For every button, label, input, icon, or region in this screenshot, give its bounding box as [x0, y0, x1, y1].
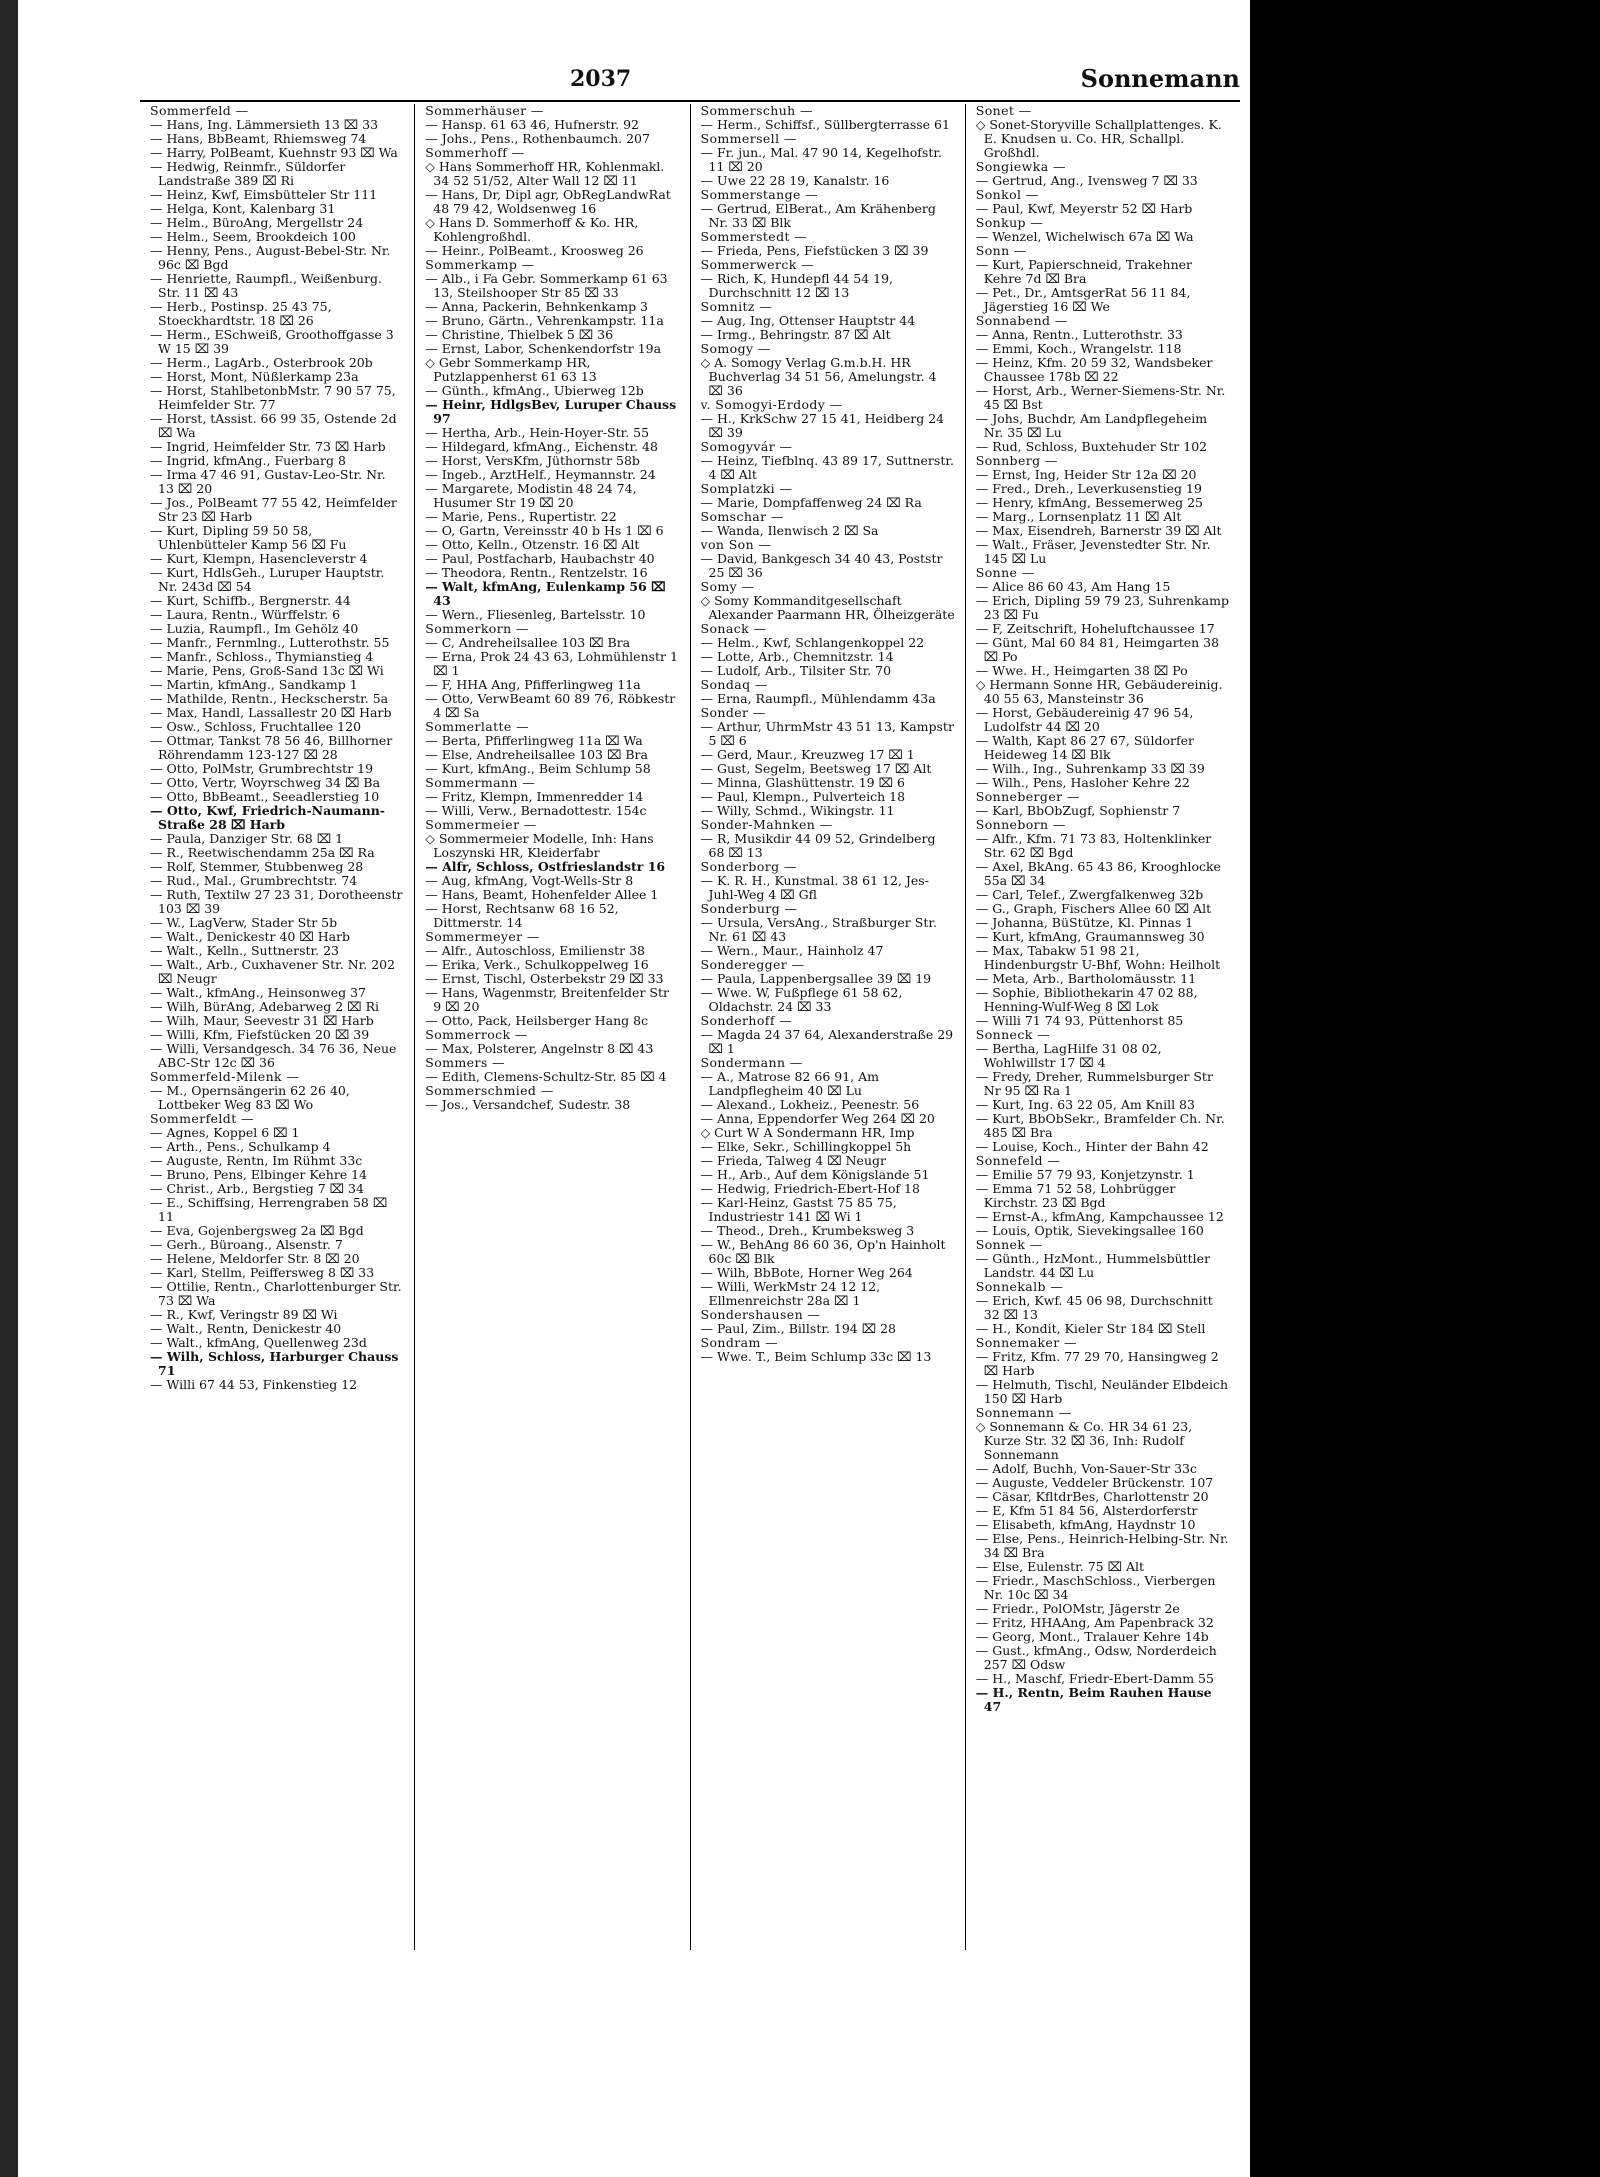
surname-heading: Somschar — — [700, 510, 784, 524]
directory-entry: — O, Gartn, Vereinsstr 40 b Hs 1 ⌧ 6 — [425, 524, 664, 538]
surname-heading: Sonnemaker — — [975, 1336, 1077, 1350]
directory-entry: — Hans, Dr, Dipl agr, ObRegLandwRat 48 79 42, Woldsenweg 16 — [425, 188, 671, 216]
directory-entry: — Karl-Heinz, Gastst 75 85 75, Industriestr 141 ⌧ Wi 1 — [700, 1196, 897, 1224]
directory-entry: — Cäsar, KfltdrBes, Charlottenstr 20 — [975, 1490, 1209, 1504]
directory-entry: — Fritz, Kfm. 77 29 70, Hansingweg 2 ⌧ Harb — [975, 1350, 1219, 1378]
directory-entry: — Gertrud, ElBerat., Am Krähenberg Nr. 33 ⌧ Blk — [700, 202, 936, 230]
directory-entry: — Walt., kfmAng, Quellenweg 23d — [150, 1336, 367, 1350]
directory-entry: — Sophie, Bibliothekarin 47 02 88, Henning-Wulf-Weg 8 ⌧ Lok — [975, 986, 1198, 1014]
directory-entry: — Christ., Arb., Bergstieg 7 ⌧ 34 — [150, 1182, 364, 1196]
directory-entry: — Edith, Clemens-Schultz-Str. 85 ⌧ 4 — [425, 1070, 667, 1084]
directory-entry: — Fr. jun., Mal. 47 90 14, Kegelhofstr. 11 ⌧ 20 — [700, 146, 942, 174]
surname-heading: Sonnberg — — [975, 454, 1058, 468]
directory-entry: — E., Schiffsing, Herrengraben 58 ⌧ 11 — [150, 1196, 388, 1224]
surname-heading: Sommerstedt — — [700, 230, 808, 244]
surname-heading: Sommerhoff — — [425, 146, 525, 160]
surname-heading: Sommerstange — — [700, 188, 819, 202]
directory-entry: — Max, Handl, Lassallestr 20 ⌧ Harb — [150, 706, 392, 720]
directory-entry: — Helene, Meldorfer Str. 8 ⌧ 20 — [150, 1252, 360, 1266]
right-shadow — [1250, 0, 1600, 2177]
directory-entry: ◇ Gebr Sommerkamp HR, Putzlappenherst 61 63 13 — [425, 356, 597, 384]
directory-entry: — Christine, Thielbek 5 ⌧ 36 — [425, 328, 614, 342]
directory-entry: — Willi 67 44 53, Finkenstieg 12 — [150, 1378, 358, 1392]
directory-entry: — Else, Eulenstr. 75 ⌧ Alt — [975, 1560, 1145, 1574]
surname-heading: Sommerkamp — — [425, 258, 535, 272]
directory-entry: — Willi, Verw., Bernadottestr. 154c — [425, 804, 647, 818]
directory-entry: — Willy, Schmd., Wikingstr. 11 — [700, 804, 895, 818]
directory-entry: — Gertrud, Ang., Ivensweg 7 ⌧ 33 — [975, 174, 1198, 188]
column-4 — [965, 104, 1240, 1950]
directory-entry: — Aug, kfmAng, Vogt-Wells-Str 8 — [425, 874, 634, 888]
directory-entry: — Anna, Rentn., Lutterothstr. 33 — [975, 328, 1183, 342]
surname-heading: Sommerfeld-Milenk — — [150, 1070, 300, 1084]
directory-entry: — Lotte, Arb., Chemnitzstr. 14 — [700, 650, 894, 664]
directory-entry: — Jos., Versandchef, Sudestr. 38 — [425, 1098, 631, 1112]
directory-entry: — H., Arb., Auf dem Königslande 51 — [700, 1168, 930, 1182]
directory-entry: — Herb., Postinsp. 25 43 75, Stoeckhardtstr. 18 ⌧ 26 — [150, 300, 332, 328]
directory-entry: — Wilh, BürAng, Adebarweg 2 ⌧ Ri — [150, 1000, 379, 1014]
surname-heading: Somy — — [700, 580, 755, 594]
directory-entry: — Wern., Maur., Hainholz 47 — [700, 944, 884, 958]
surname-heading: Sommerfeld — — [150, 104, 249, 118]
directory-entry: — Irma 47 46 91, Gustav-Leo-Str. Nr. 13 ⌧ 20 — [150, 468, 386, 496]
directory-entry: — Ludolf, Arb., Tilsiter Str. 70 — [700, 664, 892, 678]
directory-entry: — Eva, Gojenbergsweg 2a ⌧ Bgd — [150, 1224, 364, 1238]
directory-entry: — Karl, BbObZugf, Sophienstr 7 — [975, 804, 1181, 818]
directory-entry: — Hedwig, Reinmfr., Süldorfer Landstraße 389 ⌧ Ri — [150, 160, 346, 188]
directory-entry: — Herm., ESchweiß, Groothoffgasse 3 W 15 ⌧ 39 — [150, 328, 394, 356]
directory-entry: — Rich, K, Hundepfl 44 54 19, Durchschnitt 12 ⌧ 13 — [700, 272, 894, 300]
directory-entry: — Hans, Wagenmstr, Breitenfelder Str 9 ⌧ 20 — [425, 986, 669, 1014]
directory-entry: — Horst, Arb., Werner-Siemens-Str. Nr. 45 ⌧ Bst — [975, 384, 1226, 412]
surname-heading: v. Somogyi-Erdody — — [700, 398, 843, 412]
directory-entry: — Karl, Stellm, Peiffersweg 8 ⌧ 33 — [150, 1266, 375, 1280]
directory-entry: — Marie, Pens., Rupertistr. 22 — [425, 510, 617, 524]
surname-heading: Sonder — — [700, 706, 766, 720]
directory-entry: — Gust., kfmAng., Odsw, Norderdeich 257 ⌧ Odsw — [975, 1644, 1217, 1672]
directory-entry: — Theodora, Rentn., Rentzelstr. 16 — [425, 566, 648, 580]
surname-heading: Sommerwerck — — [700, 258, 814, 272]
directory-entry: — Helm., Kwf, Schlangenkoppel 22 — [700, 636, 925, 650]
column-2 — [414, 104, 689, 1950]
directory-entry: — M., Opernsängerin 62 26 40, Lottbeker Weg 83 ⌧ Wo — [150, 1084, 350, 1112]
surname-heading: Sondershausen — — [700, 1308, 821, 1322]
surname-heading: Somogyvár — — [700, 440, 793, 454]
directory-entry: — Willi, Kfm, Fiefstücken 20 ⌧ 39 — [150, 1028, 370, 1042]
directory-entry: — Heinz, Tiefblnq. 43 89 17, Suttnerstr. 4 ⌧ Alt — [700, 454, 954, 482]
directory-entry: — Rud., Mal., Grumbrechtstr. 74 — [150, 874, 358, 888]
directory-entry: — Hans, BbBeamt, Rhiemsweg 74 — [150, 132, 367, 146]
directory-entry: — Uwe 22 28 19, Kanalstr. 16 — [700, 174, 890, 188]
directory-entry: — Johs., Pens., Rothenbaumch. 207 — [425, 132, 650, 146]
surname-heading: Sonnefeld — — [975, 1154, 1061, 1168]
surname-heading: Sonderhoff — — [700, 1014, 793, 1028]
directory-entry: — W., BehAng 86 60 36, Op'n Hainholt 60c ⌧ Blk — [700, 1238, 946, 1266]
directory-entry: — Ottmar, Tankst 78 56 46, Billhorner Röhrendamm 123-127 ⌧ 28 — [150, 734, 393, 762]
surname-heading: Sonneck — — [975, 1028, 1050, 1042]
directory-entry: — Willi 71 74 93, Püttenhorst 85 — [975, 1014, 1184, 1028]
directory-entry: — Martin, kfmAng., Sandkamp 1 — [150, 678, 358, 692]
directory-entry: — Hans, Beamt, Hohenfelder Allee 1 — [425, 888, 659, 902]
surname-heading: Sommermeier — — [425, 818, 537, 832]
surname-heading: Sonder-Mahnken — — [700, 818, 833, 832]
directory-entry: — Heinz, Kwf, Eimsbütteler Str 111 — [150, 188, 378, 202]
directory-entry: — Paul, Zim., Billstr. 194 ⌧ 28 — [700, 1322, 897, 1336]
directory-entry: ◇ Sommermeier Modelle, Inh: Hans Loszynski HR, Kleiderfabr — [425, 832, 654, 860]
directory-entry: — Elisabeth, kfmAng, Haydnstr 10 — [975, 1518, 1196, 1532]
directory-entry: — Gerh., Büroang., Alsenstr. 7 — [150, 1238, 343, 1252]
directory-entry: — Paul, Klempn., Pulverteich 18 — [700, 790, 906, 804]
directory-entry: ◇ Hans Sommerhoff HR, Kohlenmakl. 34 52 51/52, Alter Wall 12 ⌧ 11 — [425, 160, 665, 188]
directory-entry: — Erich, Dipling 59 79 23, Suhrenkamp 23 ⌧ Fu — [975, 594, 1229, 622]
directory-entry: — Margarete, Modistin 48 24 74, Husumer Str 19 ⌧ 20 — [425, 482, 637, 510]
directory-entry: — Frieda, Talweg 4 ⌧ Neugr — [700, 1154, 886, 1168]
directory-entry: — Kurt, kfmAng., Beim Schlump 58 — [425, 762, 651, 776]
directory-entry: — R., Kwf, Veringstr 89 ⌧ Wi — [150, 1308, 338, 1322]
directory-entry: — Anna, Packerin, Behnkenkamp 3 — [425, 300, 649, 314]
directory-entry: — Wilh., Ing., Suhrenkamp 33 ⌧ 39 — [975, 762, 1205, 776]
directory-entry: — David, Bankgesch 34 40 43, Poststr 25 ⌧ 36 — [700, 552, 943, 580]
surname-heading: Sonack — — [700, 622, 767, 636]
directory-entry: — Wilh, Maur, Seevestr 31 ⌧ Harb — [150, 1014, 374, 1028]
directory-entry: — Elke, Sekr., Schillingkoppel 5h — [700, 1140, 912, 1154]
directory-entry: — Günt, Mal 60 84 81, Heimgarten 38 ⌧ Po — [975, 636, 1220, 664]
directory-entry: — Walt., Rentn, Denickestr 40 — [150, 1322, 342, 1336]
directory-entry: — Jos., PolBeamt 77 55 42, Heimfelder Str 23 ⌧ Harb — [150, 496, 397, 524]
directory-entry: — Walt., kfmAng., Heinsonweg 37 — [150, 986, 366, 1000]
directory-entry: — Osw., Schloss, Fruchtallee 120 — [150, 720, 362, 734]
surname-heading: Sonkol — — [975, 188, 1039, 202]
directory-entry: — Axel, BkAng. 65 43 86, Krooghlocke 55a ⌧ 34 — [975, 860, 1221, 888]
directory-entry: — Wwe. T., Beim Schlump 33c ⌧ 13 — [700, 1350, 932, 1364]
directory-entry: ◇ A. Somogy Verlag G.m.b.H. HR Buchverlag 34 51 56, Amelungstr. 4 ⌧ 36 — [700, 356, 937, 398]
directory-entry: — Bertha, LagHilfe 31 08 02, Wohlwillstr 17 ⌧ 4 — [975, 1042, 1162, 1070]
directory-entry: — Wilh, BbBote, Horner Weg 264 — [700, 1266, 913, 1280]
directory-entry: — Arth., Pens., Schulkamp 4 — [150, 1140, 331, 1154]
surname-heading: von Son — — [700, 538, 772, 552]
directory-entry: — Ingrid, kfmAng., Fuerbarg 8 — [150, 454, 346, 468]
directory-entry: — Rud, Schloss, Buxtehuder Str 102 — [975, 440, 1208, 454]
directory-entry: — Manfr., Fernmlng., Lutterothstr. 55 — [150, 636, 390, 650]
surname-heading: Sonnemann — — [975, 1406, 1072, 1420]
directory-entry: — Frieda, Pens, Fiefstücken 3 ⌧ 39 — [700, 244, 929, 258]
surname-heading: Somplatzki — — [700, 482, 793, 496]
surname-heading: Sondram — — [700, 1336, 778, 1350]
directory-entry: — Wwe. H., Heimgarten 38 ⌧ Po — [975, 664, 1188, 678]
directory-entry: — Erika, Verk., Schulkoppelweg 16 — [425, 958, 649, 972]
directory-entry: — Fritz, Klempn, Immenredder 14 — [425, 790, 644, 804]
directory-entry: — Willi, Versandgesch. 34 76 36, Neue ABC-Str 12c ⌧ 36 — [150, 1042, 397, 1070]
directory-entry: — Emmi, Koch., Wrangelstr. 118 — [975, 342, 1182, 356]
surname-heading: Somnitz — — [700, 300, 773, 314]
directory-entry: — K. R. H., Kunstmal. 38 61 12, Jes-Juhl-Weg 4 ⌧ Gfl — [700, 874, 929, 902]
directory-entry: — Herm., LagArb., Osterbrook 20b — [150, 356, 373, 370]
directory-entry: — Max, Eisendreh, Barnerstr 39 ⌧ Alt — [975, 524, 1222, 538]
directory-entry: — Bruno, Gärtn., Vehrenkampstr. 11a — [425, 314, 664, 328]
directory-entry: — H., Rentn, Beim Rauhen Hause 47 — [975, 1686, 1212, 1714]
directory-entry: — Kurt, Klempn, Hasencleverstr 4 — [150, 552, 368, 566]
directory-entry: — Else, Andreheilsallee 103 ⌧ Bra — [425, 748, 648, 762]
directory-entry: — Gust, Segelm, Beetsweg 17 ⌧ Alt — [700, 762, 932, 776]
directory-entry: — Walt., Denickestr 40 ⌧ Harb — [150, 930, 351, 944]
directory-entry: — Otto, VerwBeamt 60 89 76, Röbkestr 4 ⌧ Sa — [425, 692, 676, 720]
directory-entry: — C, Andreheilsallee 103 ⌧ Bra — [425, 636, 631, 650]
directory-entry: — Heinr., PolBeamt., Kroosweg 26 — [425, 244, 644, 258]
directory-entry: — Walt., Fräser, Jevenstedter Str. Nr. 145 ⌧ Lu — [975, 538, 1211, 566]
directory-entry: — Arthur, UhrmMstr 43 51 13, Kampstr 5 ⌧ 6 — [700, 720, 954, 748]
directory-entry: — Paula, Danziger Str. 68 ⌧ 1 — [150, 832, 344, 846]
directory-entry: ◇ Curt W A Sondermann HR, Imp — [700, 1126, 915, 1140]
directory-entry: — Wwe. W, Fußpflege 61 58 62, Oldachstr. 24 ⌧ 33 — [700, 986, 903, 1014]
directory-entry: ◇ Hans D. Sommerhoff & Ko. HR, Kohlengroßhdl. — [425, 216, 639, 244]
directory-entry: — Günth., kfmAng., Ubierweg 12b — [425, 384, 644, 398]
directory-entry: — Kurt, Papierschneid, Trakehner Kehre 7d ⌧ Bra — [975, 258, 1193, 286]
directory-entry: — Alfr., Autoschloss, Emilienstr 38 — [425, 944, 646, 958]
directory-entry: — A., Matrose 82 66 91, Am Landpflegheim 40 ⌧ Lu — [700, 1070, 879, 1098]
directory-entry: — Carl, Telef., Zwergfalkenweg 32b — [975, 888, 1204, 902]
surname-heading: Sommerkorn — — [425, 622, 529, 636]
directory-entry: — Luzia, Raumpfl., Im Gehölz 40 — [150, 622, 359, 636]
columns — [140, 104, 1240, 1950]
directory-entry: — Gerd, Maur., Kreuzweg 17 ⌧ 1 — [700, 748, 915, 762]
surname-heading: Sondaq — — [700, 678, 768, 692]
surname-heading: Sommerschmied — — [425, 1084, 554, 1098]
surname-heading: Sonneberger — — [975, 790, 1080, 804]
directory-entry: — Erich, Kwf. 45 06 98, Durchschnitt 32 ⌧ 13 — [975, 1294, 1213, 1322]
directory-entry: — Marie, Pens, Groß-Sand 13c ⌧ Wi — [150, 664, 384, 678]
directory-entry: — Aug, Ing, Ottenser Hauptstr 44 — [700, 314, 916, 328]
directory-entry: — Fred., Dreh., Leverkusenstieg 19 — [975, 482, 1202, 496]
page-header — [140, 60, 1240, 102]
surname-heading: Sonderegger — — [700, 958, 805, 972]
running-head: Sonnemann — [1080, 64, 1240, 93]
directory-entry: — Magda 24 37 64, Alexanderstraße 29 ⌧ 1 — [700, 1028, 954, 1056]
directory-entry: — H., KrkSchw 27 15 41, Heidberg 24 ⌧ 39 — [700, 412, 945, 440]
surname-heading: Sommermeyer — — [425, 930, 540, 944]
directory-entry: — Irmg., Behringstr. 87 ⌧ Alt — [700, 328, 891, 342]
directory-entry: — Johs, Buchdr, Am Landpflegeheim Nr. 35 ⌧ Lu — [975, 412, 1208, 440]
surname-heading: Sonneborn — — [975, 818, 1066, 832]
directory-entry: — H., Maschf, Friedr-Ebert-Damm 55 — [975, 1672, 1214, 1686]
directory-entry: — Horst, VersKfm, Jüthornstr 58b — [425, 454, 640, 468]
directory-entry: — Hedwig, Friedrich-Ebert-Hof 18 — [700, 1182, 920, 1196]
directory-entry: — Theod., Dreh., Krumbeksweg 3 — [700, 1224, 915, 1238]
surname-heading: Somogy — — [700, 342, 771, 356]
directory-entry: — Manfr., Schloss., Thymianstieg 4 — [150, 650, 374, 664]
directory-entry: — Otto, Kwf, Friedrich-Naumann-Straße 28 ⌧ Harb — [150, 804, 385, 832]
directory-entry: — Laura, Rentn., Würffelstr. 6 — [150, 608, 341, 622]
directory-entry: — Paul, Postfacharb, Haubachstr 40 — [425, 552, 655, 566]
directory-entry: — Ottilie, Rentn., Charlottenburger Str. 73 ⌧ Wa — [150, 1280, 402, 1308]
surname-heading: Sonet — — [975, 104, 1032, 118]
directory-entry: — Walth, Kapt 86 27 67, Süldorfer Heideweg 14 ⌧ Blk — [975, 734, 1194, 762]
directory-entry: — Else, Pens., Heinrich-Helbing-Str. Nr. 34 ⌧ Bra — [975, 1532, 1229, 1560]
surname-heading: Sonnekalb — — [975, 1280, 1064, 1294]
directory-entry: — Ruth, Textilw 27 23 31, Dorotheenstr 103 ⌧ 39 — [150, 888, 403, 916]
directory-entry: — Henriette, Raumpfl., Weißenburg. Str. 11 ⌧ 43 — [150, 272, 382, 300]
surname-heading: Sommerrock — — [425, 1028, 528, 1042]
surname-heading: Sonnek — — [975, 1238, 1043, 1252]
directory-entry: ◇ Hermann Sonne HR, Gebäudereinig. 40 55 63, Mansteinstr 36 — [975, 678, 1223, 706]
surname-heading: Sonnabend — — [975, 314, 1068, 328]
directory-entry: — Friedr., MaschSchloss., Vierbergen Nr. 10c ⌧ 34 — [975, 1574, 1216, 1602]
directory-entry: — Alb., i Fa Gebr. Sommerkamp 61 63 13, Steilshooper Str 85 ⌧ 33 — [425, 272, 668, 300]
surname-heading: Sommerhäuser — — [425, 104, 544, 118]
directory-entry: — Helm., BüroAng, Mergellstr 24 — [150, 216, 364, 230]
directory-entry: — Max, Polsterer, Angelnstr 8 ⌧ 43 — [425, 1042, 654, 1056]
directory-entry: — Helmuth, Tischl, Neuländer Elbdeich 150 ⌧ Harb — [975, 1378, 1228, 1406]
directory-entry: — Emma 71 52 58, Lohbrügger Kirchstr. 23 ⌧ Bgd — [975, 1182, 1176, 1210]
directory-entry: — Erna, Prok 24 43 63, Lohmühlenstr 1 ⌧ 1 — [425, 650, 678, 678]
directory-entry: — Kurt, Schiffb., Bergnerstr. 44 — [150, 594, 351, 608]
surname-heading: Sommersell — — [700, 132, 797, 146]
directory-entry: — Ernst, Labor, Schenkendorfstr 19a — [425, 342, 662, 356]
directory-entry: — F, HHA Ang, Pfifferlingweg 11a — [425, 678, 641, 692]
surname-heading: Sonderburg — — [700, 902, 798, 916]
surname-heading: Sonderborg — — [700, 860, 797, 874]
left-page-edge — [0, 0, 18, 2177]
directory-entry: — Walt., Arb., Cuxhavener Str. Nr. 202 ⌧ Neugr — [150, 958, 396, 986]
surname-heading: Sonn — — [975, 244, 1027, 258]
directory-entry: — Ernst, Tischl, Osterbekstr 29 ⌧ 33 — [425, 972, 664, 986]
directory-entry: — Ingeb., ArztHelf., Heymannstr. 24 — [425, 468, 656, 482]
directory-entry: — Emilie 57 79 93, Konjetzynstr. 1 — [975, 1168, 1195, 1182]
directory-page — [140, 60, 1240, 1950]
directory-entry: — Wilh., Pens, Hasloher Kehre 22 — [975, 776, 1190, 790]
surname-heading: Songiewka — — [975, 160, 1066, 174]
directory-entry: — Wanda, Ilenwisch 2 ⌧ Sa — [700, 524, 879, 538]
directory-entry: — Kurt, HdlsGeh., Luruper Hauptstr. Nr. 243d ⌧ 54 — [150, 566, 385, 594]
directory-entry: — Alfr., Kfm. 71 73 83, Holtenklinker Str. 62 ⌧ Bgd — [975, 832, 1212, 860]
directory-entry: — Marg., Lornsenplatz 11 ⌧ Alt — [975, 510, 1182, 524]
directory-entry: — Helm., Seem, Brookdeich 100 — [150, 230, 356, 244]
directory-entry: — H., Kondit, Kieler Str 184 ⌧ Stell — [975, 1322, 1206, 1336]
directory-entry: — Kurt, Ing. 63 22 05, Am Knill 83 — [975, 1098, 1195, 1112]
directory-entry: — F, Zeitschrift, Hoheluftchaussee 17 — [975, 622, 1215, 636]
directory-entry: — Horst, StahlbetonbMstr. 7 90 57 75, Heimfelder Str. 77 — [150, 384, 396, 412]
directory-entry: — Walt, kfmAng, Eulenkamp 56 ⌧ 43 — [425, 580, 666, 608]
directory-entry: — Paul, Kwf, Meyerstr 52 ⌧ Harb — [975, 202, 1193, 216]
directory-entry: — R, Musikdir 44 09 52, Grindelberg 68 ⌧ 13 — [700, 832, 936, 860]
directory-entry: — Henry, kfmAng, Bessemerweg 25 — [975, 496, 1203, 510]
directory-entry: — Hans, Ing. Lämmersieth 13 ⌧ 33 — [150, 118, 379, 132]
directory-entry: — Horst, tAssist. 66 99 35, Ostende 2d ⌧ Wa — [150, 412, 397, 440]
directory-entry: — G., Graph, Fischers Allee 60 ⌧ Alt — [975, 902, 1212, 916]
directory-entry: — Kurt, kfmAng, Graumannsweg 30 — [975, 930, 1205, 944]
directory-entry: — Horst, Gebäudereinig 47 96 54, Ludolfstr 44 ⌧ 20 — [975, 706, 1194, 734]
directory-entry: — Adolf, Buchh, Von-Sauer-Str 33c — [975, 1462, 1197, 1476]
directory-entry: — Herm., Schiffsf., Süllbergterrasse 61 — [700, 118, 950, 132]
directory-entry: — Harry, PolBeamt, Kuehnstr 93 ⌧ Wa — [150, 146, 398, 160]
directory-entry: — Fredy, Dreher, Rummelsburger Str Nr 95 ⌧ Ra 1 — [975, 1070, 1213, 1098]
directory-entry: — Wern., Fliesenleg, Bartelsstr. 10 — [425, 608, 646, 622]
directory-entry: — Berta, Pfifferlingweg 11a ⌧ Wa — [425, 734, 643, 748]
directory-entry: — R., Reetwischendamm 25a ⌧ Ra — [150, 846, 375, 860]
directory-entry: — Ernst, Ing, Heider Str 12a ⌧ 20 — [975, 468, 1197, 482]
column-3 — [690, 104, 965, 1950]
directory-entry: — Walt., Kelln., Suttnerstr. 23 — [150, 944, 339, 958]
directory-entry: — Willi, WerkMstr 24 12 12, Ellmenreichstr 28a ⌧ 1 — [700, 1280, 881, 1308]
directory-entry: — Auguste, Rentn, Im Rühmt 33c — [150, 1154, 363, 1168]
directory-entry: — Otto, BbBeamt., Seeadlerstieg 10 — [150, 790, 380, 804]
directory-entry: ◇ Somy Kommanditgesellschaft Alexander Paarmann HR, Ölheizgeräte — [700, 594, 955, 622]
surname-heading: Sommerlatte — — [425, 720, 529, 734]
directory-entry: — Alfr, Schloss, Ostfrieslandstr 16 — [425, 860, 666, 874]
directory-entry: — Heinr, HdlgsBev, Luruper Chauss 97 — [425, 398, 677, 426]
directory-entry: — Louis, Optik, Sievekingsallee 160 — [975, 1224, 1204, 1238]
directory-entry: — E, Kfm 51 84 56, Alsterdorferstr — [975, 1504, 1198, 1518]
directory-entry: — Anna, Eppendorfer Weg 264 ⌧ 20 — [700, 1112, 935, 1126]
directory-entry: — W., LagVerw, Stader Str 5b — [150, 916, 338, 930]
directory-entry: — Wenzel, Wichelwisch 67a ⌧ Wa — [975, 230, 1194, 244]
directory-entry: — Paula, Lappenbergsallee 39 ⌧ 19 — [700, 972, 932, 986]
directory-entry: — Henny, Pens., August-Bebel-Str. Nr. 96c ⌧ Bgd — [150, 244, 391, 272]
directory-entry: — Alexand., Lokheiz., Peenestr. 56 — [700, 1098, 920, 1112]
directory-entry: — Ursula, VersAng., Straßburger Str. Nr. 61 ⌧ 43 — [700, 916, 937, 944]
directory-entry: — Friedr., PolOMstr, Jägerstr 2e — [975, 1602, 1180, 1616]
directory-entry: — Otto, PolMstr, Grumbrechtstr 19 — [150, 762, 374, 776]
surname-heading: Sonkup — — [975, 216, 1044, 230]
directory-entry: — Kurt, BbObSekr., Bramfelder Ch. Nr. 485 ⌧ Bra — [975, 1112, 1225, 1140]
directory-entry: — Günth., HzMont., Hummelsbüttler Landstr. 44 ⌧ Lu — [975, 1252, 1211, 1280]
directory-entry: — Hildegard, kfmAng., Eichenstr. 48 — [425, 440, 658, 454]
page-number: 2037 — [570, 66, 632, 92]
directory-entry: — Ernst-A., kfmAng, Kampchaussee 12 — [975, 1210, 1224, 1224]
directory-entry: — Hansp. 61 63 46, Hufnerstr. 92 — [425, 118, 639, 132]
directory-entry: — Fritz, HHAAng, Am Papenbrack 32 — [975, 1616, 1214, 1630]
directory-entry: — Mathilde, Rentn., Heckscherstr. 5a — [150, 692, 389, 706]
directory-entry: — Georg, Mont., Tralauer Kehre 14b — [975, 1630, 1209, 1644]
directory-entry: — Horst, Mont, Nüßlerkamp 23a — [150, 370, 359, 384]
directory-entry: — Horst, Rechtsanw 68 16 52, Dittmerstr. 14 — [425, 902, 619, 930]
directory-entry: — Bruno, Pens, Elbinger Kehre 14 — [150, 1168, 368, 1182]
directory-entry: — Erna, Raumpfl., Mühlendamm 43a — [700, 692, 936, 706]
surname-heading: Sommerfeldt — — [150, 1112, 254, 1126]
surname-heading: Sommermann — — [425, 776, 536, 790]
directory-entry: — Agnes, Koppel 6 ⌧ 1 — [150, 1126, 300, 1140]
directory-entry: — Wilh, Schloss, Harburger Chauss 71 — [150, 1350, 399, 1378]
directory-entry: — Meta, Arb., Bartholomäusstr. 11 — [975, 972, 1197, 986]
surname-heading: Sommers — — [425, 1056, 505, 1070]
directory-entry: — Auguste, Veddeler Brückenstr. 107 — [975, 1476, 1214, 1490]
directory-entry: — Marie, Dompfaffenweg 24 ⌧ Ra — [700, 496, 922, 510]
surname-heading: Sondermann — — [700, 1056, 803, 1070]
directory-entry: — Otto, Pack, Heilsberger Hang 8c — [425, 1014, 649, 1028]
directory-entry: — Alice 86 60 43, Am Hang 15 — [975, 580, 1171, 594]
directory-entry: ◇ Sonnemann & Co. HR 34 61 23, Kurze Str. 32 ⌧ 36, Inh: Rudolf Sonnemann — [975, 1420, 1193, 1462]
directory-entry: — Pet., Dr., AmtsgerRat 56 11 84, Jägerstieg 16 ⌧ We — [975, 286, 1191, 314]
directory-entry: — Rolf, Stemmer, Stubbenweg 28 — [150, 860, 364, 874]
directory-entry: — Max, Tabakw 51 98 21, Hindenburgstr U-Bhf, Wohn: Heilholt — [975, 944, 1221, 972]
directory-entry: ◇ Sonet-Storyville Schallplattenges. K. E. Knudsen u. Co. HR, Schallpl. Großhdl. — [975, 118, 1222, 160]
directory-entry: — Heinz, Kfm. 20 59 32, Wandsbeker Chaussee 178b ⌧ 22 — [975, 356, 1213, 384]
surname-heading: Sonne — — [975, 566, 1035, 580]
directory-entry: — Minna, Glashüttenstr. 19 ⌧ 6 — [700, 776, 905, 790]
directory-entry: — Louise, Koch., Hinter der Bahn 42 — [975, 1140, 1209, 1154]
column-1 — [140, 104, 414, 1950]
directory-entry: — Otto, Kelln., Otzenstr. 16 ⌧ Alt — [425, 538, 640, 552]
surname-heading: Sommerschuh — — [700, 104, 813, 118]
directory-entry: — Helga, Kont, Kalenbarg 31 — [150, 202, 336, 216]
directory-entry: — Hertha, Arb., Hein-Hoyer-Str. 55 — [425, 426, 650, 440]
directory-entry: — Ingrid, Heimfelder Str. 73 ⌧ Harb — [150, 440, 386, 454]
directory-entry: — Johanna, BüStütze, Kl. Pinnas 1 — [975, 916, 1194, 930]
directory-entry: — Otto, Vertr, Woyrschweg 34 ⌧ Ba — [150, 776, 381, 790]
directory-entry: — Kurt, Dipling 59 50 58, Uhlenbütteler Kamp 56 ⌧ Fu — [150, 524, 347, 552]
